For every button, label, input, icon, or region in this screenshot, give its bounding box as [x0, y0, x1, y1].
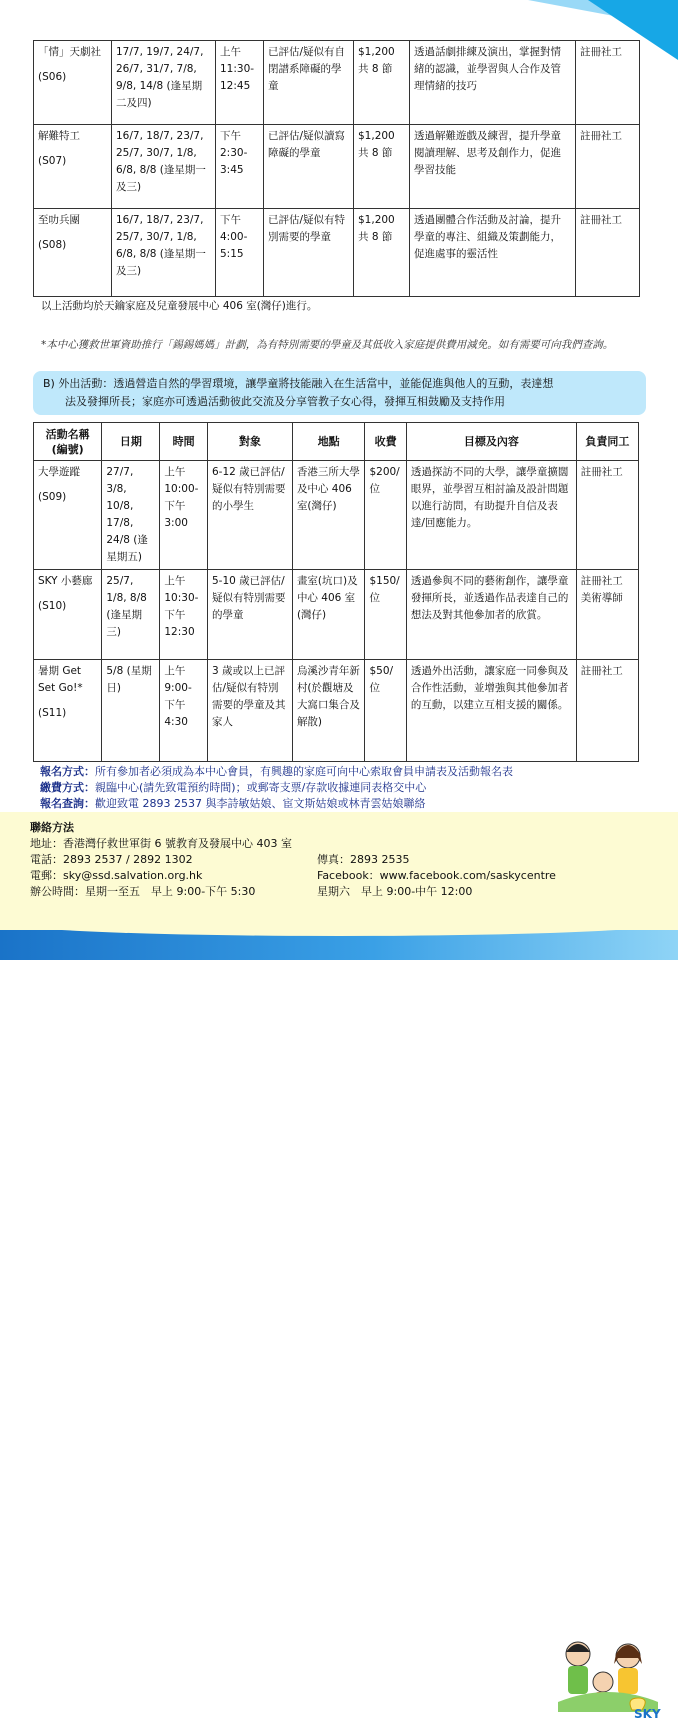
activity-time: 下午 2:30- 3:45: [216, 125, 264, 209]
enquiry-label: 報名查詢：: [40, 797, 95, 810]
table-row: [34, 209, 640, 297]
activity-target: 已評估/疑似讀寫障礙的學童: [264, 125, 354, 209]
activity-dates: 25/7, 1/8, 8/8 (逢星期三): [102, 570, 160, 660]
banner-line-2: 法及發揮所長；家庭亦可透過活動彼此交流及分享管教子女心得，發揮互相鼓勵及支持作用: [65, 395, 505, 408]
contact-hours-weekday: 辦公時間：星期一至五 早上 9:00-下午 5:30: [30, 885, 256, 898]
activity-code: (S07): [38, 155, 67, 167]
activity-staff: 註冊社工: [576, 41, 640, 125]
indoor-activities-table: [33, 40, 640, 297]
activity-code: (S11): [38, 707, 67, 719]
activity-target: 已評估/疑似有自閉譜系障礙的學童: [264, 41, 354, 125]
contact-title: 聯絡方法: [30, 821, 74, 834]
table-row: [34, 660, 639, 762]
activity-goal: 透過解難遊戲及練習，提升學童閱讀理解、思考及創作力，促進學習技能: [410, 125, 576, 209]
activity-name-cell: [34, 570, 102, 660]
activity-fee: $200/位: [365, 461, 406, 570]
activity-name: 「情」天劇社: [38, 46, 101, 58]
header-venue: 地點: [292, 423, 365, 461]
contact-address: 地址：香港灣仔救世軍街 6 號教育及發展中心 403 室: [30, 837, 292, 850]
header-goal: 目標及內容: [406, 423, 576, 461]
registration-info: [40, 764, 640, 812]
registration-method-text: 所有參加者必須成為本中心會員，有興趣的家庭可向中心索取會員申請表及活動報名表: [95, 765, 513, 778]
activity-name: SKY 小藝廊: [38, 575, 93, 587]
header-dates: 日期: [102, 423, 160, 461]
activity-name-cell: [34, 660, 102, 762]
activity-dates: 5/8 (星期日): [102, 660, 160, 762]
payment-method-label: 繳費方式：: [40, 781, 95, 794]
activity-goal: 透過話劇排練及演出，掌握對情緒的認識，並學習與人合作及管理情緒的技巧: [410, 41, 576, 125]
activity-dates: 16/7, 18/7, 23/7, 25/7, 30/7, 1/8, 6/8, 8/8 (逢星期一及三): [112, 209, 216, 297]
activity-venue: 香港三所大學及中心 406 室(灣仔): [292, 461, 365, 570]
contact-facebook[interactable]: Facebook：www.facebook.com/saskycentre: [317, 869, 556, 882]
outdoor-activities-banner: [33, 371, 646, 415]
activity-staff-2: 美術導師: [580, 592, 623, 604]
activity-dates: 27/7, 3/8, 10/8, 17/8, 24/8 (逢星期五): [102, 461, 160, 570]
activity-name: 至叻兵團: [38, 214, 80, 226]
header-fee: 收費: [365, 423, 406, 461]
table-row: [34, 41, 640, 125]
activity-name-cell: [34, 41, 112, 125]
activity-goal: 透過探訪不同的大學，讓學童擴闊眼界，並學習互相討論及設計問題以進行訪問，有助提升自信及表達/回應能力。: [406, 461, 576, 570]
activity-name-cell: [34, 125, 112, 209]
activity-dates: 17/7, 19/7, 24/7, 26/7, 31/7, 7/8, 9/8, 14/8 (逢星期二及四): [112, 41, 216, 125]
activity-goal: 透過參與不同的藝術創作，讓學童發揮所長，並透過作品表達自己的想法及對其他參加者的欣賞。: [406, 570, 576, 660]
payment-method-text: 親臨中心(請先致電預約時間)；或郵寄支票/存款收據連同表格交中心: [95, 781, 427, 794]
contact-phone: 電話：2893 2537 / 2892 1302: [30, 853, 193, 866]
activity-staff-cell: [576, 660, 638, 762]
activity-name-cell: [34, 209, 112, 297]
activity-target: 6-12 歲已評估/疑似有特別需要的小學生: [208, 461, 293, 570]
activity-fee: $1,200 共 8 節: [354, 125, 410, 209]
sky-logo-text: SKY: [634, 1707, 661, 1721]
activity-venue: 烏溪沙青年新村(於觀塘及大窩口集合及解散): [292, 660, 365, 762]
outdoor-activities-table: [33, 422, 639, 762]
header-target: 對象: [208, 423, 293, 461]
location-note: 以上活動均於天鑰家庭及兒童發展中心 406 室(灣仔)進行。: [41, 300, 318, 312]
activity-venue: 畫室(坑口)及中心 406 室(灣仔): [292, 570, 365, 660]
activity-target: 已評估/疑似有特別需要的學童: [264, 209, 354, 297]
activity-name: 大學遊蹤: [38, 466, 80, 478]
activity-code: (S06): [38, 71, 67, 83]
activity-staff: 註冊社工: [576, 125, 640, 209]
registration-method-label: 報名方式：: [40, 765, 95, 778]
activity-staff: 註冊社工: [576, 209, 640, 297]
activity-fee: $1,200 共 8 節: [354, 41, 410, 125]
children-illustration: [548, 1632, 668, 1732]
activity-code: (S09): [38, 491, 67, 503]
banner-line-1: B) 外出活動：透過營造自然的學習環境，讓學童將技能融入在生活當中，並能促進與他人的互動，表達想: [43, 377, 554, 390]
activity-dates: 16/7, 18/7, 23/7, 25/7, 30/7, 1/8, 6/8, 8/8 (逢星期一及三): [112, 125, 216, 209]
activity-code: (S08): [38, 239, 67, 251]
contact-hours-saturday: 星期六 早上 9:00-中午 12:00: [317, 885, 473, 898]
activity-time: 下午 4:00- 5:15: [216, 209, 264, 297]
subsidy-notice: *本中心獲救世軍資助推行「錫錫媽媽」計劃，為有特別需要的學童及其低收入家庭提供費用減免。如有需要可向我們查詢。: [41, 339, 614, 351]
activity-name: 解難特工: [38, 130, 80, 142]
activity-time: 上午 11:30- 12:45: [216, 41, 264, 125]
contact-section: [0, 812, 678, 1721]
enquiry-text: 歡迎致電 2893 2537 與李詩敏姑娘、宦文斯姑娘或林青雲姑娘聯絡: [95, 797, 426, 810]
table-row: [34, 125, 640, 209]
header-name: 活動名稱 (編號): [34, 423, 102, 461]
activity-staff: 註冊社工: [580, 665, 623, 677]
activity-target: 3 歲或以上已評估/疑似有特別需要的學童及其家人: [208, 660, 293, 762]
activity-time: 上午 10:30- 下午 12:30: [160, 570, 208, 660]
activity-staff: 註冊社工: [580, 466, 623, 478]
activity-fee: $150/位: [365, 570, 406, 660]
header-staff: 負責同工: [576, 423, 638, 461]
table-row: [34, 570, 639, 660]
table-row: [34, 461, 639, 570]
contact-email[interactable]: 電郵：sky@ssd.salvation.org.hk: [30, 869, 203, 882]
activity-target: 5-10 歲已評估/疑似有特別需要的學童: [208, 570, 293, 660]
activity-goal: 透過團體合作活動及討論，提升學童的專注、組織及策劃能力，促進處事的靈活性: [410, 209, 576, 297]
activity-fee: $50/位: [365, 660, 406, 762]
activity-staff-cell: [576, 461, 638, 570]
activity-name-cell: [34, 461, 102, 570]
activity-staff: 註冊社工: [580, 575, 623, 587]
contact-fax: 傳真：2893 2535: [317, 853, 410, 866]
activity-staff-cell: [576, 570, 638, 660]
activity-time: 上午 9:00- 下午 4:30: [160, 660, 208, 762]
activity-time: 上午 10:00- 下午 3:00: [160, 461, 208, 570]
activity-code: (S10): [38, 600, 67, 612]
activity-name: 暑期 Get Set Go!*: [38, 665, 83, 694]
activity-fee: $1,200 共 8 節: [354, 209, 410, 297]
header-time: 時間: [160, 423, 208, 461]
activity-goal: 透過外出活動，讓家庭一同參與及合作性活動，並增強與其他參加者的互動，以建立互相支援的關係。: [406, 660, 576, 762]
